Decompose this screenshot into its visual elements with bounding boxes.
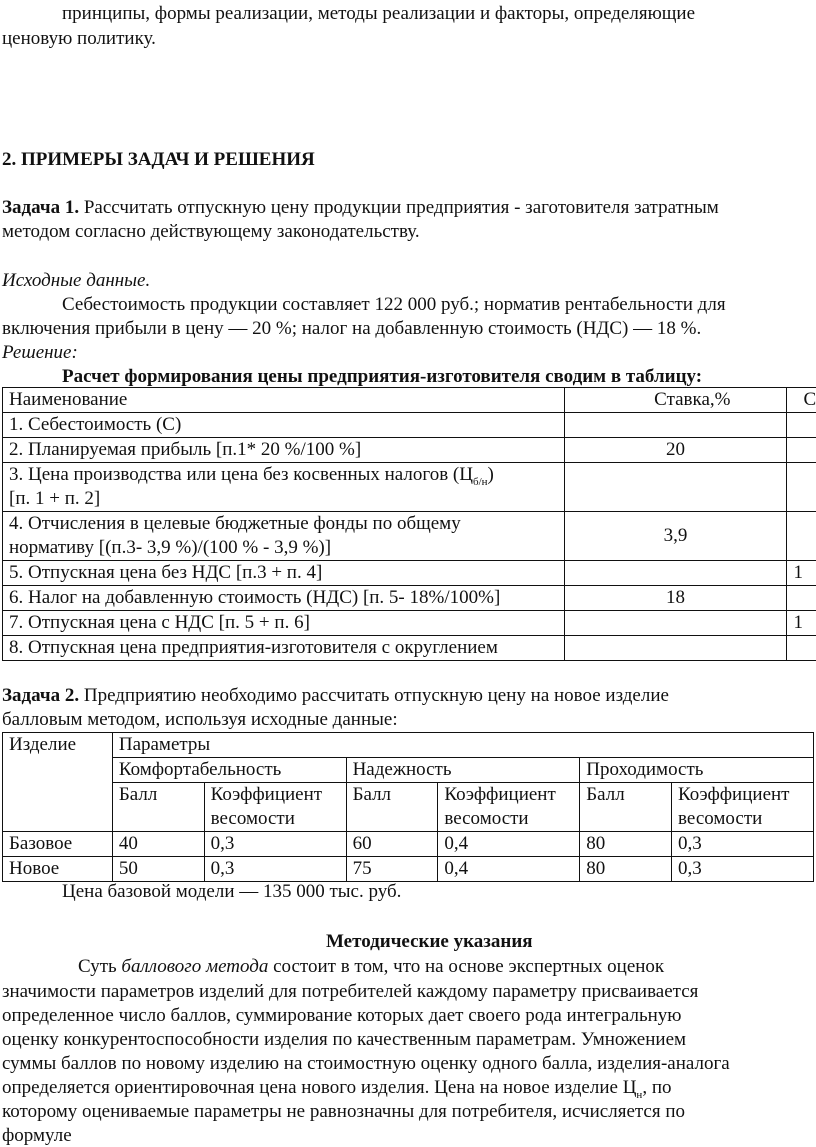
row-name: 7. Отпускная цена с НДС [п. 5 + п. 6]	[3, 611, 565, 636]
guidance-line-7: которому оцениваемые параметры не равнозначны для потребителя, исчисляется по	[2, 1101, 685, 1122]
row-rate	[564, 413, 787, 438]
row-sum: 1	[787, 561, 816, 586]
row-name: 5. Отпускная цена без НДС [п.3 + п. 4]	[3, 561, 565, 586]
row-name-line-1: 4. Отчисления в целевые бюджетные фонды по общему	[9, 513, 461, 534]
header-coef	[672, 783, 814, 832]
header-score: Балл	[346, 783, 438, 832]
header-score: Балл	[580, 783, 672, 832]
table-row	[3, 438, 816, 463]
cell-reliability-coef: 0,4	[438, 857, 580, 882]
cell-item: Базовое	[3, 832, 113, 857]
row-rate: 18	[564, 586, 787, 611]
header-comfort: Комфортабельность	[112, 758, 346, 783]
task1-source-heading: Исходные данные.	[2, 270, 151, 291]
header-rate: Ставка,%	[564, 388, 787, 413]
header-name: Наименование	[3, 388, 565, 413]
table-row	[3, 512, 816, 561]
guidance-italic-term: баллового метода	[121, 956, 269, 977]
row-sum	[787, 586, 816, 611]
coef-line-1: Коэффициент	[210, 784, 323, 805]
cell-comfort-score: 40	[112, 832, 204, 857]
task1-source-1: Себестоимость продукции составляет 122 000 руб.; норматив рентабельности для	[62, 294, 726, 315]
guidance-line-3: определенное число баллов, суммирование которых дает своего рода интегральную	[2, 1005, 682, 1026]
row-name-line-2: [п. 1 + п. 2]	[9, 488, 101, 509]
header-coef	[204, 783, 346, 832]
row-name-subscript: б/н	[472, 475, 488, 488]
guidance-line-1	[78, 955, 664, 979]
task2-statement	[2, 684, 669, 708]
parameters-table	[2, 732, 814, 882]
table-row	[3, 832, 814, 857]
row-name: 6. Налог на добавленную стоимость (НДС) [п. 5- 18%/100%]	[3, 586, 565, 611]
cell-passability-coef: 0,3	[672, 832, 814, 857]
task2-label: Задача 2.	[2, 685, 80, 706]
table-row	[3, 857, 814, 882]
row-sum	[787, 512, 816, 561]
cell-reliability-coef: 0,4	[438, 832, 580, 857]
price-formation-table	[2, 387, 816, 661]
guidance-line-6	[2, 1076, 671, 1100]
task1-label: Задача 1.	[2, 197, 80, 218]
row-name-line-2: нормативу [(п.3- 3,9 %)/(100 % - 3,9 %)]	[9, 537, 332, 558]
cell-comfort-score: 50	[112, 857, 204, 882]
guidance-subscript: н	[636, 1088, 643, 1101]
row-sum: 1	[787, 611, 816, 636]
header-coef	[438, 783, 580, 832]
cell-passability-coef: 0,3	[672, 857, 814, 882]
coef-line-2: весомости	[210, 808, 295, 829]
task1-statement	[2, 196, 719, 220]
task1-solution-heading: Решение:	[2, 342, 78, 363]
coef-line-1: Коэффициент	[678, 784, 790, 805]
guidance-text: , по	[642, 1077, 672, 1098]
table-row	[3, 561, 816, 586]
guidance-title: Методические указания	[326, 931, 533, 952]
table-row	[3, 413, 816, 438]
params-header-row	[3, 733, 814, 758]
table-row	[3, 636, 816, 661]
guidance-text: определяется ориентировочная цена нового изделия. Цена на новое изделие Ц	[2, 1077, 637, 1098]
table-row	[3, 463, 816, 512]
row-name: 2. Планируемая прибыль [п.1* 20 %/100 %]	[3, 438, 565, 463]
base-price: Цена базовой модели — 135 000 тыс. руб.	[62, 881, 402, 902]
header-passability: Проходимость	[580, 758, 814, 783]
cell-passability-score: 80	[580, 832, 672, 857]
row-sum	[787, 438, 816, 463]
task2-text-1: Предприятию необходимо рассчитать отпускную цену на новое изделие	[79, 685, 669, 706]
params-subheader-row	[3, 783, 814, 832]
task1-text-1: Рассчитать отпускную цену продукции предприятия - заготовителя затратным	[79, 197, 719, 218]
row-name-line-1: 3. Цена производства или цена без косвенных налогов (Ц	[9, 464, 473, 485]
guidance-line-5: суммы баллов по новому изделию на стоимостную оценку одного балла, изделия-аналога	[2, 1053, 730, 1074]
guidance-line-8: формуле	[2, 1125, 72, 1146]
cell-reliability-score: 75	[346, 857, 438, 882]
row-rate	[564, 561, 787, 586]
row-rate	[564, 463, 787, 512]
intro-line-1: принципы, формы реализации, методы реализации и факторы, определяющие	[62, 3, 696, 24]
row-name	[3, 463, 565, 512]
row-name	[3, 512, 565, 561]
task1-text-2: методом согласно действующему законодательству.	[2, 221, 420, 242]
row-sum	[787, 413, 816, 438]
guidance-line-2: значимости параметров изделий для потребителей каждому параметру присваивается	[2, 981, 699, 1002]
params-group-row	[3, 758, 814, 783]
cell-comfort-coef: 0,3	[204, 857, 346, 882]
table-header-row	[3, 388, 816, 413]
row-rate: 3,9	[564, 512, 787, 561]
row-name-paren: )	[487, 464, 494, 485]
cell-passability-score: 80	[580, 857, 672, 882]
header-reliability: Надежность	[346, 758, 580, 783]
row-name: 8. Отпускная цена предприятия-изготовителя с округлением	[3, 636, 565, 661]
row-name: 1. Себестоимость (С)	[3, 413, 565, 438]
row-sum	[787, 463, 816, 512]
coef-line-2: весомости	[678, 808, 763, 829]
row-rate	[564, 611, 787, 636]
table-row	[3, 611, 816, 636]
task1-table-caption: Расчет формирования цены предприятия-изготовителя сводим в таблицу:	[62, 366, 703, 387]
header-score: Балл	[112, 783, 204, 832]
header-params: Параметры	[112, 733, 813, 758]
section-title: 2. ПРИМЕРЫ ЗАДАЧ И РЕШЕНИЯ	[2, 149, 315, 170]
row-sum	[787, 636, 816, 661]
table-row	[3, 586, 816, 611]
task2-text-2: балловым методом, используя исходные данные:	[2, 709, 398, 730]
intro-line-2: ценовую политику.	[2, 28, 156, 49]
cell-item: Новое	[3, 857, 113, 882]
coef-line-2: весомости	[444, 808, 529, 829]
cell-comfort-coef: 0,3	[204, 832, 346, 857]
task1-source-2: включения прибыли в цену — 20 %; налог на добавленную стоимость (НДС) — 18 %.	[2, 318, 702, 339]
coef-line-1: Коэффициент	[444, 784, 556, 805]
header-sum: С	[787, 388, 816, 413]
guidance-text: Суть	[78, 956, 122, 977]
row-rate	[564, 636, 787, 661]
guidance-line-4: оценку конкурентоспособности изделия по качественным параметрам. Умножением	[2, 1029, 687, 1050]
guidance-text: состоит в том, что на основе экспертных оценок	[268, 956, 665, 977]
cell-reliability-score: 60	[346, 832, 438, 857]
row-rate: 20	[564, 438, 787, 463]
header-item: Изделие	[3, 733, 113, 832]
